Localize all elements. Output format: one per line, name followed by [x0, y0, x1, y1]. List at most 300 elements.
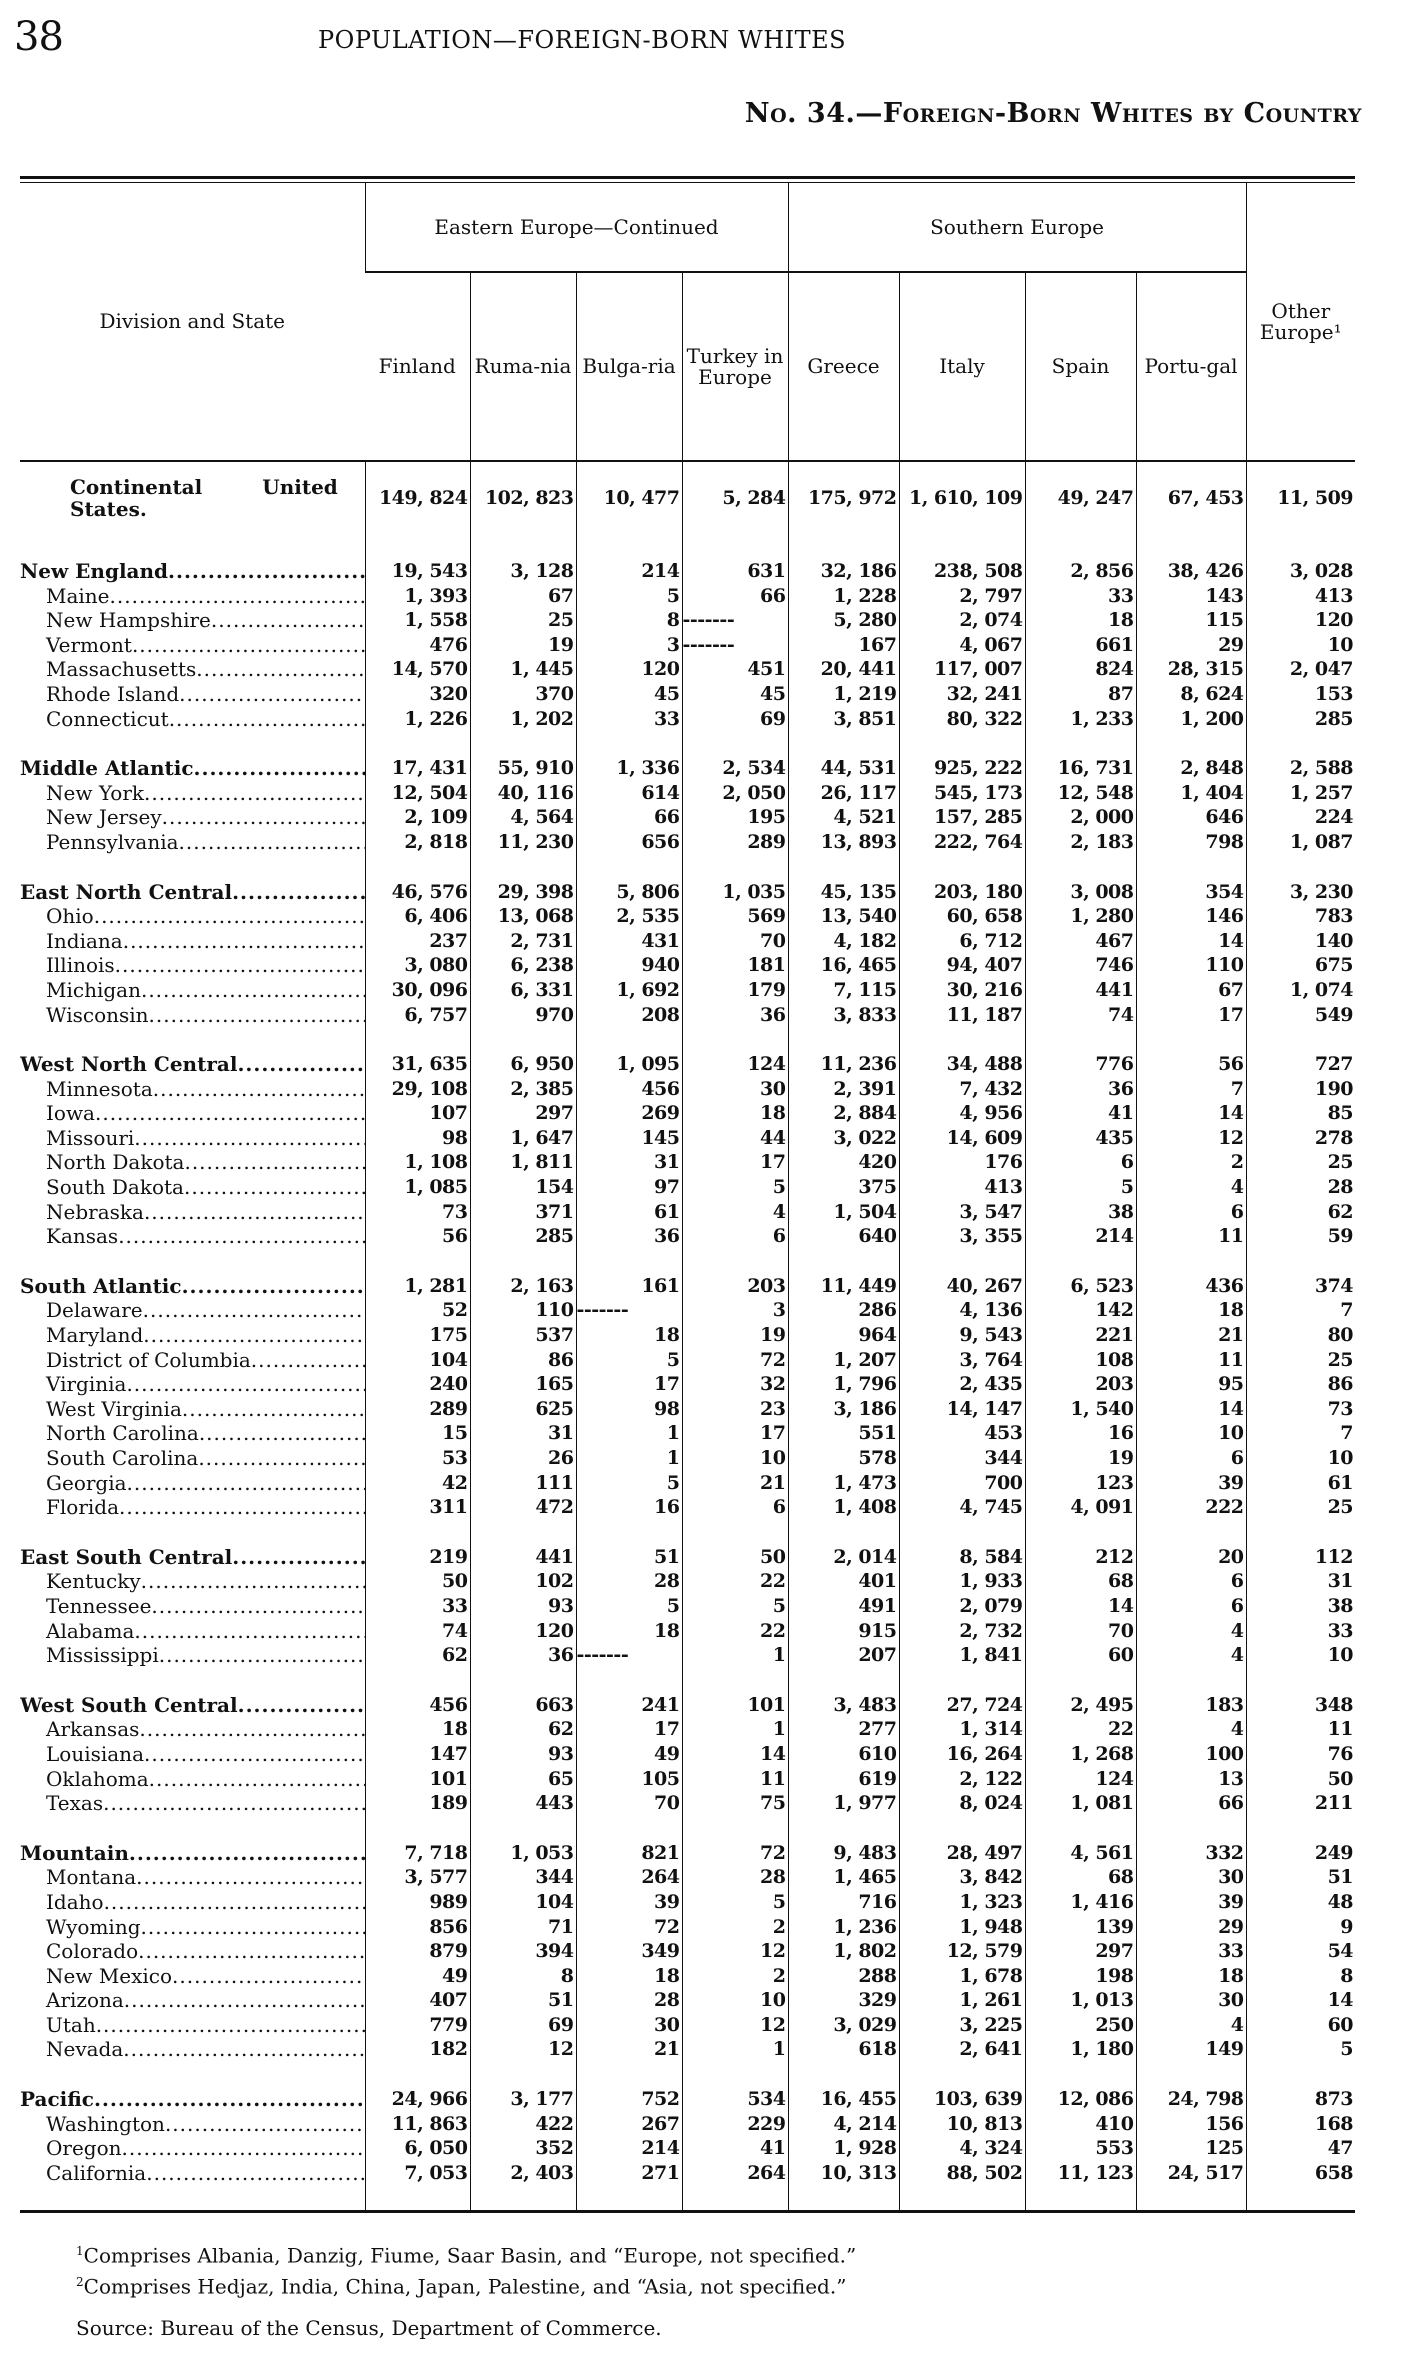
state-rumania: 93	[470, 1594, 576, 1619]
state-portugal: 798	[1136, 830, 1246, 855]
spacer-cell	[365, 2185, 470, 2210]
state-bulgaria: 70	[576, 1791, 682, 1816]
state-rumania: 19	[470, 633, 576, 658]
spacer-cell	[899, 855, 1025, 880]
column-header-other-europe: Other Europe¹	[1246, 183, 1355, 461]
state-rumania: 93	[470, 1742, 576, 1767]
state-greece: 2, 391	[788, 1077, 899, 1102]
spacer-cell	[788, 2062, 899, 2087]
division-spain: 212	[1025, 1545, 1136, 1570]
state-greece: 716	[788, 1890, 899, 1915]
data-table-container	[20, 176, 1355, 2213]
state-label: Oregon .....	[20, 2136, 365, 2161]
state-italy: 545, 173	[899, 781, 1025, 806]
state-row	[20, 657, 1355, 682]
state-other-europe: 211	[1246, 1791, 1355, 1816]
spacer-cell	[576, 2185, 682, 2210]
state-finland: 50	[365, 1569, 470, 1594]
state-finland: 856	[365, 1915, 470, 1940]
state-rumania: 297	[470, 1101, 576, 1126]
state-greece: 1, 802	[788, 1939, 899, 1964]
state-row	[20, 707, 1355, 732]
state-greece: 4, 214	[788, 2112, 899, 2137]
state-row	[20, 1495, 1355, 1520]
state-greece: 16, 465	[788, 953, 899, 978]
state-spain: 4, 091	[1025, 1495, 1136, 1520]
state-portugal: 143	[1136, 584, 1246, 609]
state-spain: 5	[1025, 1175, 1136, 1200]
spacer-cell	[788, 534, 899, 559]
division-other-europe: 727	[1246, 1052, 1355, 1077]
state-finland: 1, 108	[365, 1150, 470, 1175]
state-row	[20, 830, 1355, 855]
state-portugal: 33	[1136, 1939, 1246, 1964]
state-other-europe: 38	[1246, 1594, 1355, 1619]
state-other-europe: 190	[1246, 1077, 1355, 1102]
spacer-row	[20, 1249, 1355, 1274]
state-label: Tennessee .....	[20, 1594, 365, 1619]
state-italy: 1, 314	[899, 1717, 1025, 1742]
spacer-cell	[1246, 2185, 1355, 2210]
state-other-europe: 285	[1246, 707, 1355, 732]
state-turkey: 1	[682, 1717, 788, 1742]
state-finland: 189	[365, 1791, 470, 1816]
state-spain: 12, 548	[1025, 781, 1136, 806]
state-italy: 3, 842	[899, 1865, 1025, 1890]
spacer-cell	[1246, 1816, 1355, 1841]
state-other-europe: 33	[1246, 1619, 1355, 1644]
state-greece: 551	[788, 1421, 899, 1446]
state-portugal: 29	[1136, 633, 1246, 658]
state-greece: 1, 408	[788, 1495, 899, 1520]
state-finland: 1, 226	[365, 707, 470, 732]
spacer-cell	[899, 1668, 1025, 1693]
state-finland: 6, 406	[365, 904, 470, 929]
state-bulgaria: 66	[576, 805, 682, 830]
state-portugal: 39	[1136, 1890, 1246, 1915]
state-bulgaria: 61	[576, 1200, 682, 1225]
footnote-1: $^1$Comprises Albania, Danzig, Fiume, Saar Basin, and “Europe, not specified.”	[76, 2243, 857, 2268]
state-turkey: 28	[682, 1865, 788, 1890]
state-greece: 4, 182	[788, 929, 899, 954]
division-finland: 31, 635	[365, 1052, 470, 1077]
state-turkey: 2	[682, 1915, 788, 1940]
state-greece: 2, 884	[788, 1101, 899, 1126]
state-portugal: 12	[1136, 1126, 1246, 1151]
spacer-cell	[20, 1816, 365, 1841]
state-greece: 1, 796	[788, 1372, 899, 1397]
division-greece: 2, 014	[788, 1545, 899, 1570]
state-bulgaria: 21	[576, 2037, 682, 2062]
state-spain: 746	[1025, 953, 1136, 978]
spacer-cell	[365, 731, 470, 756]
state-turkey: 5	[682, 1890, 788, 1915]
state-rumania: 71	[470, 1915, 576, 1940]
state-italy: 1, 678	[899, 1964, 1025, 1989]
state-finland: 42	[365, 1471, 470, 1496]
state-label: Nevada .....	[20, 2037, 365, 2062]
state-bulgaria: 30	[576, 2013, 682, 2038]
division-turkey: 72	[682, 1841, 788, 1866]
state-rumania: 370	[470, 682, 576, 707]
column-header-bulgaria: Bulga-ria	[576, 272, 682, 461]
page-number: 38	[14, 14, 63, 60]
spacer-cell	[1246, 1249, 1355, 1274]
spacer-cell	[20, 2062, 365, 2087]
state-other-europe: 224	[1246, 805, 1355, 830]
spacer-cell	[1136, 731, 1246, 756]
state-turkey: 289	[682, 830, 788, 855]
state-rumania: 69	[470, 2013, 576, 2038]
state-italy: 4, 745	[899, 1495, 1025, 1520]
state-italy: 16, 264	[899, 1742, 1025, 1767]
state-finland: 476	[365, 633, 470, 658]
state-other-europe: 54	[1246, 1939, 1355, 1964]
state-bulgaria: 16	[576, 1495, 682, 1520]
state-row	[20, 1915, 1355, 1940]
total-portugal: 67, 453	[1136, 461, 1246, 534]
state-row	[20, 1939, 1355, 1964]
state-italy: 176	[899, 1150, 1025, 1175]
state-finland: 52	[365, 1298, 470, 1323]
division-portugal: 24, 798	[1136, 2087, 1246, 2112]
state-label: Colorado .....	[20, 1939, 365, 1964]
state-finland: 320	[365, 682, 470, 707]
spacer-cell	[1025, 731, 1136, 756]
spacer-row	[20, 2185, 1355, 2210]
state-other-europe: 80	[1246, 1323, 1355, 1348]
state-row	[20, 1964, 1355, 1989]
division-turkey: 101	[682, 1693, 788, 1718]
state-rumania: 12	[470, 2037, 576, 2062]
division-finland: 7, 718	[365, 1841, 470, 1866]
state-label: Arizona .....	[20, 1988, 365, 2013]
division-greece: 11, 449	[788, 1274, 899, 1299]
state-greece: 5, 280	[788, 608, 899, 633]
division-spain: 3, 008	[1025, 880, 1136, 905]
state-bulgaria: 31	[576, 1150, 682, 1175]
state-other-europe: 10	[1246, 633, 1355, 658]
spacer-cell	[1025, 1027, 1136, 1052]
state-finland: 12, 504	[365, 781, 470, 806]
state-other-europe: 1, 074	[1246, 978, 1355, 1003]
division-label: West North Central .....	[20, 1052, 365, 1077]
spacer-cell	[682, 1668, 788, 1693]
state-portugal: 2	[1136, 1150, 1246, 1175]
state-portugal: 646	[1136, 805, 1246, 830]
state-row	[20, 1298, 1355, 1323]
state-rumania: 625	[470, 1397, 576, 1422]
state-label: Washington .....	[20, 2112, 365, 2137]
state-finland: 182	[365, 2037, 470, 2062]
state-greece: 420	[788, 1150, 899, 1175]
state-turkey: -------	[682, 633, 788, 658]
division-turkey: 2, 534	[682, 756, 788, 781]
state-rumania: 472	[470, 1495, 576, 1520]
state-spain: 410	[1025, 2112, 1136, 2137]
spacer-cell	[1246, 1668, 1355, 1693]
division-portugal: 436	[1136, 1274, 1246, 1299]
spacer-cell	[788, 731, 899, 756]
state-bulgaria: 45	[576, 682, 682, 707]
state-italy: 4, 324	[899, 2136, 1025, 2161]
state-spain: 2, 000	[1025, 805, 1136, 830]
state-bulgaria: 656	[576, 830, 682, 855]
state-other-europe: 10	[1246, 1446, 1355, 1471]
state-bulgaria: 349	[576, 1939, 682, 1964]
state-italy: 4, 136	[899, 1298, 1025, 1323]
state-label: Montana .....	[20, 1865, 365, 1890]
state-finland: 101	[365, 1767, 470, 1792]
state-spain: 36	[1025, 1077, 1136, 1102]
state-row	[20, 584, 1355, 609]
state-spain: 123	[1025, 1471, 1136, 1496]
spacer-cell	[788, 1027, 899, 1052]
state-greece: 13, 893	[788, 830, 899, 855]
state-greece: 26, 117	[788, 781, 899, 806]
state-label: Idaho .....	[20, 1890, 365, 1915]
state-bulgaria: 5	[576, 1594, 682, 1619]
state-portugal: 18	[1136, 1298, 1246, 1323]
state-greece: 3, 022	[788, 1126, 899, 1151]
state-row	[20, 1126, 1355, 1151]
state-rumania: 26	[470, 1446, 576, 1471]
state-rumania: 2, 385	[470, 1077, 576, 1102]
state-rumania: 8	[470, 1964, 576, 1989]
state-spain: 1, 268	[1025, 1742, 1136, 1767]
spacer-cell	[1246, 1520, 1355, 1545]
state-italy: 2, 122	[899, 1767, 1025, 1792]
column-header-rumania: Ruma-nia	[470, 272, 576, 461]
state-portugal: 29	[1136, 1915, 1246, 1940]
state-finland: 33	[365, 1594, 470, 1619]
state-greece: 7, 115	[788, 978, 899, 1003]
state-other-europe: 25	[1246, 1495, 1355, 1520]
state-label: Texas .....	[20, 1791, 365, 1816]
division-bulgaria: 161	[576, 1274, 682, 1299]
division-row	[20, 756, 1355, 781]
spacer-cell	[365, 855, 470, 880]
state-turkey: 12	[682, 2013, 788, 2038]
division-turkey: 203	[682, 1274, 788, 1299]
spacer-cell	[576, 1249, 682, 1274]
state-spain: 1, 013	[1025, 1988, 1136, 2013]
state-label: Indiana .....	[20, 929, 365, 954]
state-rumania: 1, 647	[470, 1126, 576, 1151]
state-rumania: 102	[470, 1569, 576, 1594]
state-portugal: 146	[1136, 904, 1246, 929]
state-rumania: 120	[470, 1619, 576, 1644]
state-row	[20, 1717, 1355, 1742]
spacer-cell	[470, 1668, 576, 1693]
spacer-cell	[365, 1249, 470, 1274]
division-italy: 8, 584	[899, 1545, 1025, 1570]
state-label: Michigan .....	[20, 978, 365, 1003]
state-italy: 9, 543	[899, 1323, 1025, 1348]
total-spain: 49, 247	[1025, 461, 1136, 534]
spacer-cell	[470, 2185, 576, 2210]
division-bulgaria: 752	[576, 2087, 682, 2112]
division-other-europe: 873	[1246, 2087, 1355, 2112]
state-bulgaria: 98	[576, 1397, 682, 1422]
state-finland: 18	[365, 1717, 470, 1742]
state-greece: 1, 236	[788, 1915, 899, 1940]
state-other-europe: 10	[1246, 1643, 1355, 1668]
spacer-cell	[365, 2062, 470, 2087]
state-bulgaria: 431	[576, 929, 682, 954]
state-finland: 2, 818	[365, 830, 470, 855]
state-bulgaria: 1	[576, 1446, 682, 1471]
state-spain: 1, 416	[1025, 1890, 1136, 1915]
state-label: Maine .....	[20, 584, 365, 609]
division-greece: 16, 455	[788, 2087, 899, 2112]
state-turkey: 181	[682, 953, 788, 978]
state-portugal: 66	[1136, 1791, 1246, 1816]
division-finland: 456	[365, 1693, 470, 1718]
state-bulgaria: 97	[576, 1175, 682, 1200]
state-row	[20, 633, 1355, 658]
state-bulgaria: -------	[576, 1298, 682, 1323]
state-label: Georgia .....	[20, 1471, 365, 1496]
state-rumania: 40, 116	[470, 781, 576, 806]
state-other-europe: 60	[1246, 2013, 1355, 2038]
footnotes	[76, 2238, 856, 2341]
state-row	[20, 2112, 1355, 2137]
division-row	[20, 1545, 1355, 1570]
spacer-cell	[1136, 1816, 1246, 1841]
division-other-europe: 112	[1246, 1545, 1355, 1570]
state-other-europe: 50	[1246, 1767, 1355, 1792]
state-italy: 222, 764	[899, 830, 1025, 855]
spacer-cell	[576, 2062, 682, 2087]
division-turkey: 1, 035	[682, 880, 788, 905]
state-italy: 3, 225	[899, 2013, 1025, 2038]
state-greece: 20, 441	[788, 657, 899, 682]
state-bulgaria: 28	[576, 1569, 682, 1594]
state-italy: 2, 074	[899, 608, 1025, 633]
spacer-cell	[576, 1520, 682, 1545]
division-finland: 1, 281	[365, 1274, 470, 1299]
state-bulgaria: 39	[576, 1890, 682, 1915]
state-turkey: 21	[682, 1471, 788, 1496]
state-bulgaria: 18	[576, 1964, 682, 1989]
spacer-cell	[682, 1816, 788, 1841]
state-row	[20, 904, 1355, 929]
state-italy: 3, 355	[899, 1224, 1025, 1249]
division-other-europe: 2, 588	[1246, 756, 1355, 781]
state-greece: 286	[788, 1298, 899, 1323]
spacer-row	[20, 731, 1355, 756]
state-italy: 453	[899, 1421, 1025, 1446]
division-portugal: 332	[1136, 1841, 1246, 1866]
state-bulgaria: 120	[576, 657, 682, 682]
state-rumania: 62	[470, 1717, 576, 1742]
spacer-cell	[20, 1027, 365, 1052]
state-row	[20, 1988, 1355, 2013]
total-other-europe: 11, 509	[1246, 461, 1355, 534]
state-finland: 14, 570	[365, 657, 470, 682]
state-italy: 7, 432	[899, 1077, 1025, 1102]
state-finland: 11, 863	[365, 2112, 470, 2137]
spacer-row	[20, 1668, 1355, 1693]
table-title: No. 34.—Foreign-Born Whites by Country	[744, 98, 1362, 129]
total-row-label: Continental United States.	[70, 475, 338, 521]
state-greece: 3, 029	[788, 2013, 899, 2038]
state-portugal: 4	[1136, 2013, 1246, 2038]
division-rumania: 55, 910	[470, 756, 576, 781]
spacer-cell	[1025, 1249, 1136, 1274]
state-spain: 2, 183	[1025, 830, 1136, 855]
total-finland: 149, 824	[365, 461, 470, 534]
division-italy: 28, 497	[899, 1841, 1025, 1866]
spacer-cell	[899, 1816, 1025, 1841]
state-portugal: 110	[1136, 953, 1246, 978]
state-greece: 329	[788, 1988, 899, 2013]
state-other-europe: 85	[1246, 1101, 1355, 1126]
state-spain: 221	[1025, 1323, 1136, 1348]
spacer-cell	[788, 1520, 899, 1545]
state-finland: 74	[365, 1619, 470, 1644]
spacer-cell	[470, 2062, 576, 2087]
state-bulgaria: 456	[576, 1077, 682, 1102]
division-greece: 45, 135	[788, 880, 899, 905]
state-rumania: 1, 445	[470, 657, 576, 682]
spacer-row	[20, 855, 1355, 880]
state-italy: 1, 841	[899, 1643, 1025, 1668]
division-label: Mountain .....	[20, 1841, 365, 1866]
division-label: East South Central .....	[20, 1545, 365, 1570]
state-turkey: 69	[682, 707, 788, 732]
state-italy: 1, 261	[899, 1988, 1025, 2013]
state-spain: 38	[1025, 1200, 1136, 1225]
spacer-cell	[1246, 534, 1355, 559]
state-other-europe: 1, 087	[1246, 830, 1355, 855]
state-finland: 879	[365, 1939, 470, 1964]
division-finland: 19, 543	[365, 559, 470, 584]
state-row	[20, 1446, 1355, 1471]
state-spain: 1, 280	[1025, 904, 1136, 929]
division-bulgaria: 821	[576, 1841, 682, 1866]
state-turkey: 36	[682, 1003, 788, 1028]
state-greece: 1, 928	[788, 2136, 899, 2161]
state-bulgaria: 214	[576, 2136, 682, 2161]
spacer-cell	[1246, 1027, 1355, 1052]
state-row	[20, 1372, 1355, 1397]
table-top-rule	[20, 176, 1355, 183]
total-rumania: 102, 823	[470, 461, 576, 534]
division-spain: 776	[1025, 1052, 1136, 1077]
state-spain: 68	[1025, 1865, 1136, 1890]
state-greece: 13, 540	[788, 904, 899, 929]
spacer-cell	[576, 1027, 682, 1052]
state-row	[20, 1224, 1355, 1249]
spacer-cell	[899, 1249, 1025, 1274]
spacer-cell	[365, 1520, 470, 1545]
state-portugal: 4	[1136, 1619, 1246, 1644]
state-finland: 779	[365, 2013, 470, 2038]
state-italy: 157, 285	[899, 805, 1025, 830]
state-finland: 98	[365, 1126, 470, 1151]
division-italy: 34, 488	[899, 1052, 1025, 1077]
state-spain: 41	[1025, 1101, 1136, 1126]
state-bulgaria: 33	[576, 707, 682, 732]
state-greece: 1, 465	[788, 1865, 899, 1890]
state-row	[20, 2161, 1355, 2186]
state-other-europe: 5	[1246, 2037, 1355, 2062]
state-turkey: 5	[682, 1594, 788, 1619]
state-italy: 344	[899, 1446, 1025, 1471]
state-bulgaria: 5	[576, 584, 682, 609]
